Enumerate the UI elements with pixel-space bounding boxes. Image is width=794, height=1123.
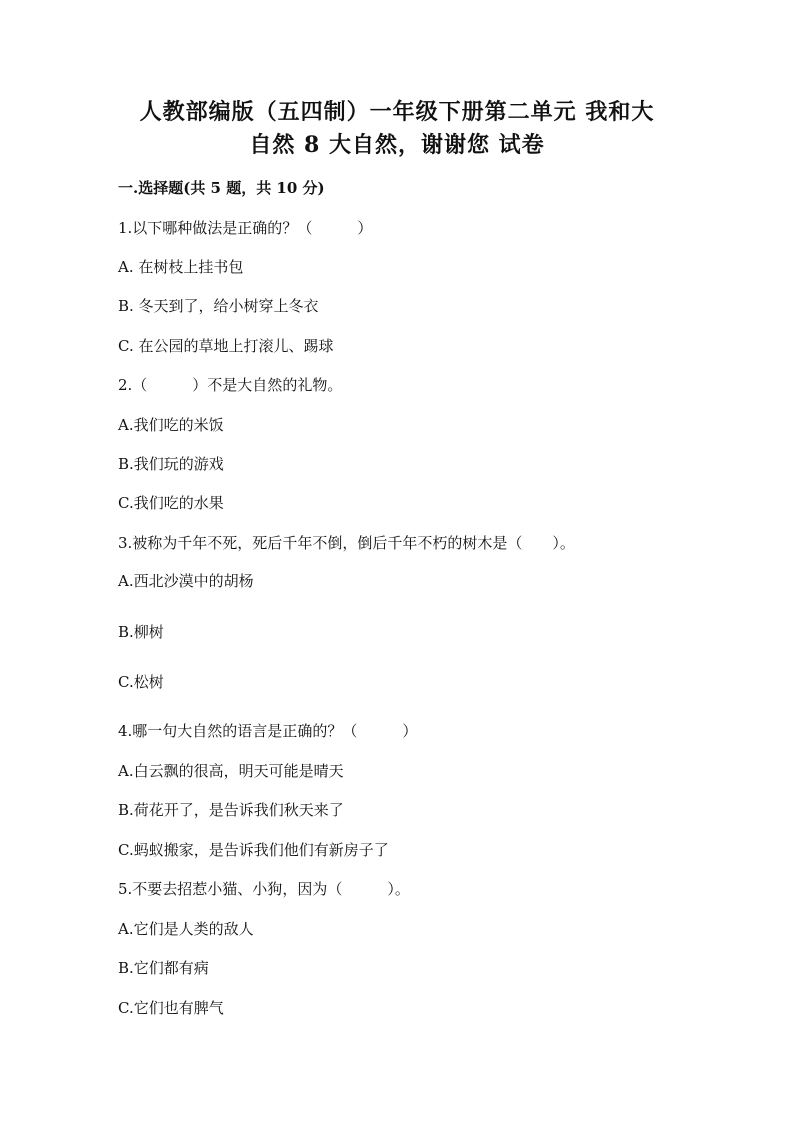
question-5-option-c: C.它们也有脾气 [118,999,224,1017]
question-2-option-c: C.我们吃的水果 [118,494,224,512]
question-4-stem: 4.哪一句大自然的语言是正确的？（ ） [118,722,418,740]
question-4-option-a: A.白云飘的很高，明天可能是晴天 [118,762,344,780]
section-heading: 一.选择题(共 5 题，共 10 分) [118,179,325,197]
page-title-line-2: 自然 8 大自然，谢谢您 试卷 [249,132,545,158]
question-1-option-a: A. 在树枝上挂书包 [118,258,244,276]
question-2-option-b: B.我们玩的游戏 [118,455,224,473]
question-4-option-c: C.蚂蚁搬家，是告诉我们他们有新房子了 [118,841,389,859]
question-2-option-a: A.我们吃的米饭 [118,416,224,434]
question-1-option-b: B. 冬天到了，给小树穿上冬衣 [118,297,319,315]
question-1-option-c: C. 在公园的草地上打滚儿、踢球 [118,337,334,355]
question-3-option-b: B.柳树 [118,623,164,641]
question-3-stem: 3.被称为千年不死，死后千年不倒，倒后千年不朽的树木是（ ）。 [118,534,575,552]
question-1-stem: 1.以下哪种做法是正确的？（ ） [118,219,373,237]
page-title-line-1: 人教部编版（五四制）一年级下册第二单元 我和大 [139,99,655,125]
question-2-stem: 2.（ ）不是大自然的礼物。 [118,376,343,394]
question-3-option-a: A.西北沙漠中的胡杨 [118,572,254,590]
question-5-option-b: B.它们都有病 [118,959,209,977]
question-5-stem: 5.不要去招惹小猫、小狗，因为（ ）。 [118,880,410,898]
question-5-option-a: A.它们是人类的敌人 [118,920,254,938]
question-4-option-b: B.荷花开了，是告诉我们秋天来了 [118,801,344,819]
question-3-option-c: C.松树 [118,673,164,691]
